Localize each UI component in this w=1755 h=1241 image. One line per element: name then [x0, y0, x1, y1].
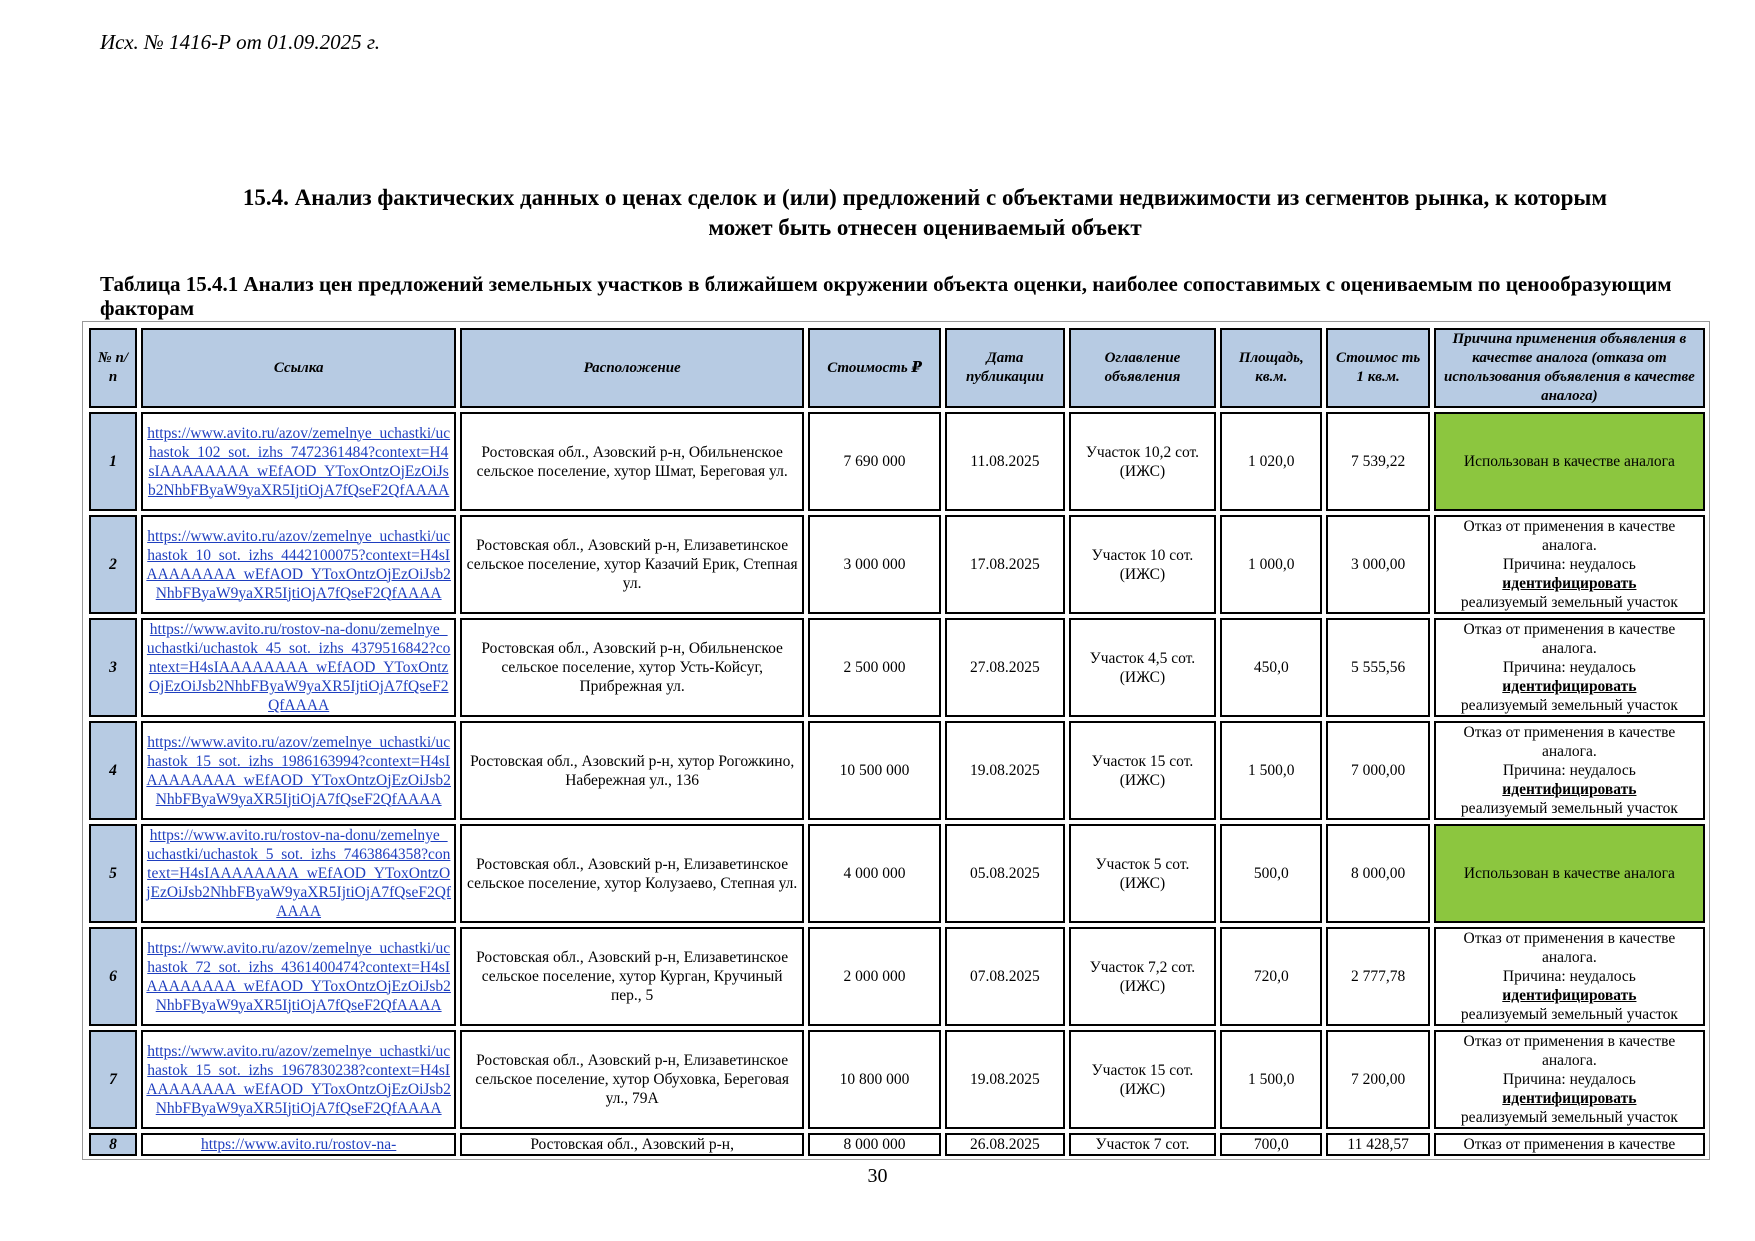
reason-rejected-line2: Причина: неудалось: [1502, 968, 1636, 985]
reason-cell-rejected: [1434, 1030, 1705, 1129]
table-header-row: [89, 328, 1705, 408]
table-row: [89, 412, 1705, 511]
reason-rejected-line1: Отказ от применения в качестве аналога.: [1463, 518, 1676, 554]
area-cell: 1 020,0: [1220, 412, 1322, 511]
area-cell: 500,0: [1220, 824, 1322, 923]
reason-rejected-line3: реализуемый земельный участок: [1460, 594, 1678, 611]
page-number: 30: [867, 1165, 888, 1187]
listing-link[interactable]: https://www.avito.ru/rostov-na-donu/zemelnye_uchastki/uchastok_45_sot._izhs_4379516842?context=H4sIAAAAAAAA_wEfAOD_YToxOntzOjEzOiJsb2NhbFByaW9yaXR5IjtiOjA7fQseF2QfAAAA: [146, 621, 451, 714]
date-cell: 07.08.2025: [945, 927, 1065, 1026]
listing-link[interactable]: https://www.avito.ru/azov/zemelnye_uchastki/uchastok_72_sot._izhs_4361400474?context=H4sIAAAAAAAA_wEfAOD_YToxOntzOjEzOiJsb2NhbFByaW9yaXR5IjtiOjA7fQseF2QfAAAA: [146, 939, 451, 1014]
table-row-partial: [89, 1133, 1705, 1156]
date-cell: 05.08.2025: [945, 824, 1065, 923]
table-row: [89, 927, 1705, 1026]
row-number: 6: [89, 927, 137, 1026]
analogs-table-container: [82, 321, 1710, 1160]
col-header-price: Стоимость ₽: [808, 328, 941, 408]
price-cell: 4 000 000: [808, 824, 941, 923]
price-cell: 7 690 000: [808, 412, 941, 511]
listing-link[interactable]: https://www.avito.ru/rostov-na-donu/zemelnye_uchastki/uchastok_5_sot._izhs_7463864358?context=H4sIAAAAAAAA_wEfAOD_YToxOntzOjEzOiJsb2NhbFByaW9yaXR5IjtiOjA7fQseF2QfAAAA: [146, 827, 452, 920]
price-per-m2-cell: 3 000,00: [1326, 515, 1429, 614]
listing-link-cell: [141, 927, 456, 1026]
price-cell: 3 000 000: [808, 515, 941, 614]
date-cell: 19.08.2025: [945, 721, 1065, 820]
row-number: 3: [89, 618, 137, 717]
row-number: 1: [89, 412, 137, 511]
listing-link-cell: [141, 618, 456, 717]
col-header-link: Ссылка: [141, 328, 456, 408]
col-header-area: Площадь, кв.м.: [1220, 328, 1322, 408]
location-cell: Ростовская обл., Азовский р-н, Елизаветинское сельское поселение, хутор Курган, Кручиный пер., 5: [460, 927, 804, 1026]
reason-rejected-emphasis: идентифицировать: [1502, 1090, 1637, 1107]
price-per-m2-cell: 7 000,00: [1326, 721, 1429, 820]
reason-rejected-line1: Отказ от применения в качестве аналога.: [1463, 621, 1676, 657]
reason-rejected-line2: Причина: неудалось: [1502, 1071, 1636, 1088]
listing-link-cell: [141, 515, 456, 614]
col-header-location: Расположение: [460, 328, 804, 408]
document-reference: Исх. № 1416-Р от 01.09.2025 г.: [100, 30, 380, 54]
area-cell: 700,0: [1220, 1133, 1322, 1156]
listing-title-cell: Участок 4,5 сот. (ИЖС): [1069, 618, 1216, 717]
price-per-m2-cell: 5 555,56: [1326, 618, 1429, 717]
listing-title-cell: Участок 5 сот. (ИЖС): [1069, 824, 1216, 923]
reason-cell-rejected: [1434, 721, 1705, 820]
reason-cell-used: Использован в качестве аналога: [1434, 412, 1705, 511]
listing-link[interactable]: https://www.avito.ru/azov/zemelnye_uchastki/uchastok_15_sot._izhs_1986163994?context=H4sIAAAAAAAA_wEfAOD_YToxOntzOjEzOiJsb2NhbFByaW9yaXR5IjtiOjA7fQseF2QfAAAA: [146, 733, 451, 808]
analogs-table: [85, 324, 1709, 1160]
listing-link-cell: [141, 824, 456, 923]
table-row: [89, 1030, 1705, 1129]
location-cell: Ростовская обл., Азовский р-н, Елизаветинское сельское поселение, хутор Казачий Ерик, Степная ул.: [460, 515, 804, 614]
price-per-m2-cell: 8 000,00: [1326, 824, 1429, 923]
row-number: 8: [89, 1133, 137, 1156]
listing-link[interactable]: https://www.avito.ru/azov/zemelnye_uchastki/uchastok_15_sot._izhs_1967830238?context=H4sIAAAAAAAA_wEfAOD_YToxOntzOjEzOiJsb2NhbFByaW9yaXR5IjtiOjA7fQseF2QfAAAA: [146, 1042, 451, 1117]
area-cell: 1 500,0: [1220, 1030, 1322, 1129]
reason-rejected-line2: Причина: неудалось: [1502, 556, 1636, 573]
section-title-line-2: может быть отнесен оцениваемый объект: [708, 215, 1142, 240]
listing-link-cell: [141, 721, 456, 820]
table-caption: Таблица 15.4.1 Анализ цен предложений земельных участков в ближайшем окружении объекта оценки, наиболее сопоставимых с оцениваемым по ценообразующим факторам: [100, 272, 1672, 320]
price-cell: 10 500 000: [808, 721, 941, 820]
row-number: 2: [89, 515, 137, 614]
listing-title-cell: Участок 15 сот. (ИЖС): [1069, 721, 1216, 820]
area-cell: 450,0: [1220, 618, 1322, 717]
table-row: [89, 824, 1705, 923]
reason-rejected-emphasis: идентифицировать: [1502, 678, 1637, 695]
listing-link[interactable]: https://www.avito.ru/azov/zemelnye_uchastki/uchastok_102_sot._izhs_7472361484?context=H4sIAAAAAAAA_wEfAOD_YToxOntzOjEzOiJsb2NhbFByaW9yaXR5IjtiOjA7fQseF2QfAAAA: [147, 424, 451, 499]
price-cell: 2 500 000: [808, 618, 941, 717]
price-cell: 2 000 000: [808, 927, 941, 1026]
reason-rejected-line1: Отказ от применения в качестве аналога.: [1463, 724, 1676, 760]
reason-rejected-line2: Причина: неудалось: [1502, 659, 1636, 676]
reason-rejected-emphasis: идентифицировать: [1502, 575, 1637, 592]
date-cell: 27.08.2025: [945, 618, 1065, 717]
table-row: [89, 515, 1705, 614]
listing-title-cell: Участок 7,2 сот. (ИЖС): [1069, 927, 1216, 1026]
listing-link-cell: [141, 1133, 456, 1156]
location-cell: Ростовская обл., Азовский р-н,: [460, 1133, 804, 1156]
location-cell: Ростовская обл., Азовский р-н, Елизаветинское сельское поселение, хутор Обуховка, Береговая ул., 79А: [460, 1030, 804, 1129]
col-header-title: Оглавление объявления: [1069, 328, 1216, 408]
reason-cell-rejected: [1434, 515, 1705, 614]
table-row: [89, 721, 1705, 820]
listing-link-cell: [141, 1030, 456, 1129]
reason-rejected-line1: Отказ от применения в качестве аналога.: [1463, 930, 1676, 966]
price-per-m2-cell: 11 428,57: [1326, 1133, 1429, 1156]
area-cell: 1 000,0: [1220, 515, 1322, 614]
price-cell: 10 800 000: [808, 1030, 941, 1129]
listing-title-cell: Участок 10,2 сот. (ИЖС): [1069, 412, 1216, 511]
listing-link[interactable]: https://www.avito.ru/rostov-na-: [201, 1136, 397, 1153]
date-cell: 17.08.2025: [945, 515, 1065, 614]
reason-rejected-line3: реализуемый земельный участок: [1460, 800, 1678, 817]
location-cell: Ростовская обл., Азовский р-н, Обильненское сельское поселение, хутор Шмат, Береговая ул.: [460, 412, 804, 511]
section-title: [170, 183, 1680, 243]
location-cell: Ростовская обл., Азовский р-н, Обильненское сельское поселение, хутор Усть-Койсуг, Прибрежная ул.: [460, 618, 804, 717]
col-header-date: Дата публикации: [945, 328, 1065, 408]
price-per-m2-cell: 7 539,22: [1326, 412, 1429, 511]
reason-rejected-emphasis: идентифицировать: [1502, 781, 1637, 798]
table-row: [89, 618, 1705, 717]
reason-rejected-line3: реализуемый земельный участок: [1460, 697, 1678, 714]
location-cell: Ростовская обл., Азовский р-н, Елизаветинское сельское поселение, хутор Колузаево, Степная ул.: [460, 824, 804, 923]
area-cell: 720,0: [1220, 927, 1322, 1026]
reason-cell-rejected: [1434, 618, 1705, 717]
reason-cell: Отказ от применения в качестве: [1434, 1133, 1705, 1156]
row-number: 7: [89, 1030, 137, 1129]
listing-title-cell: Участок 7 сот.: [1069, 1133, 1216, 1156]
reason-rejected-emphasis: идентифицировать: [1502, 987, 1637, 1004]
location-cell: Ростовская обл., Азовский р-н, хутор Рогожкино, Набережная ул., 136: [460, 721, 804, 820]
date-cell: 11.08.2025: [945, 412, 1065, 511]
reason-rejected-line3: реализуемый земельный участок: [1460, 1006, 1678, 1023]
col-header-reason: Причина применения объявления в качестве аналога (отказа от использования объявления в качестве аналога): [1434, 328, 1705, 408]
price-per-m2-cell: 2 777,78: [1326, 927, 1429, 1026]
date-cell: 19.08.2025: [945, 1030, 1065, 1129]
reason-cell-used: Использован в качестве аналога: [1434, 824, 1705, 923]
area-cell: 1 500,0: [1220, 721, 1322, 820]
col-header-num: № п/п: [89, 328, 137, 408]
reason-cell-rejected: [1434, 927, 1705, 1026]
price-cell: 8 000 000: [808, 1133, 941, 1156]
section-title-line-1: 15.4. Анализ фактических данных о ценах сделок и (или) предложений с объектами недвижимости из сегментов рынка, к которым: [242, 185, 1608, 210]
listing-title-cell: Участок 10 сот. (ИЖС): [1069, 515, 1216, 614]
row-number: 5: [89, 824, 137, 923]
listing-title-cell: Участок 15 сот. (ИЖС): [1069, 1030, 1216, 1129]
listing-link-cell: [141, 412, 456, 511]
date-cell: 26.08.2025: [945, 1133, 1065, 1156]
reason-rejected-line2: Причина: неудалось: [1502, 762, 1636, 779]
col-header-price-per-m2: Стоимос ть 1 кв.м.: [1326, 328, 1429, 408]
price-per-m2-cell: 7 200,00: [1326, 1030, 1429, 1129]
reason-rejected-line3: реализуемый земельный участок: [1460, 1109, 1678, 1126]
listing-link[interactable]: https://www.avito.ru/azov/zemelnye_uchastki/uchastok_10_sot._izhs_4442100075?context=H4sIAAAAAAAA_wEfAOD_YToxOntzOjEzOiJsb2NhbFByaW9yaXR5IjtiOjA7fQseF2QfAAAA: [146, 527, 451, 602]
reason-rejected-line1: Отказ от применения в качестве аналога.: [1463, 1033, 1676, 1069]
row-number: 4: [89, 721, 137, 820]
